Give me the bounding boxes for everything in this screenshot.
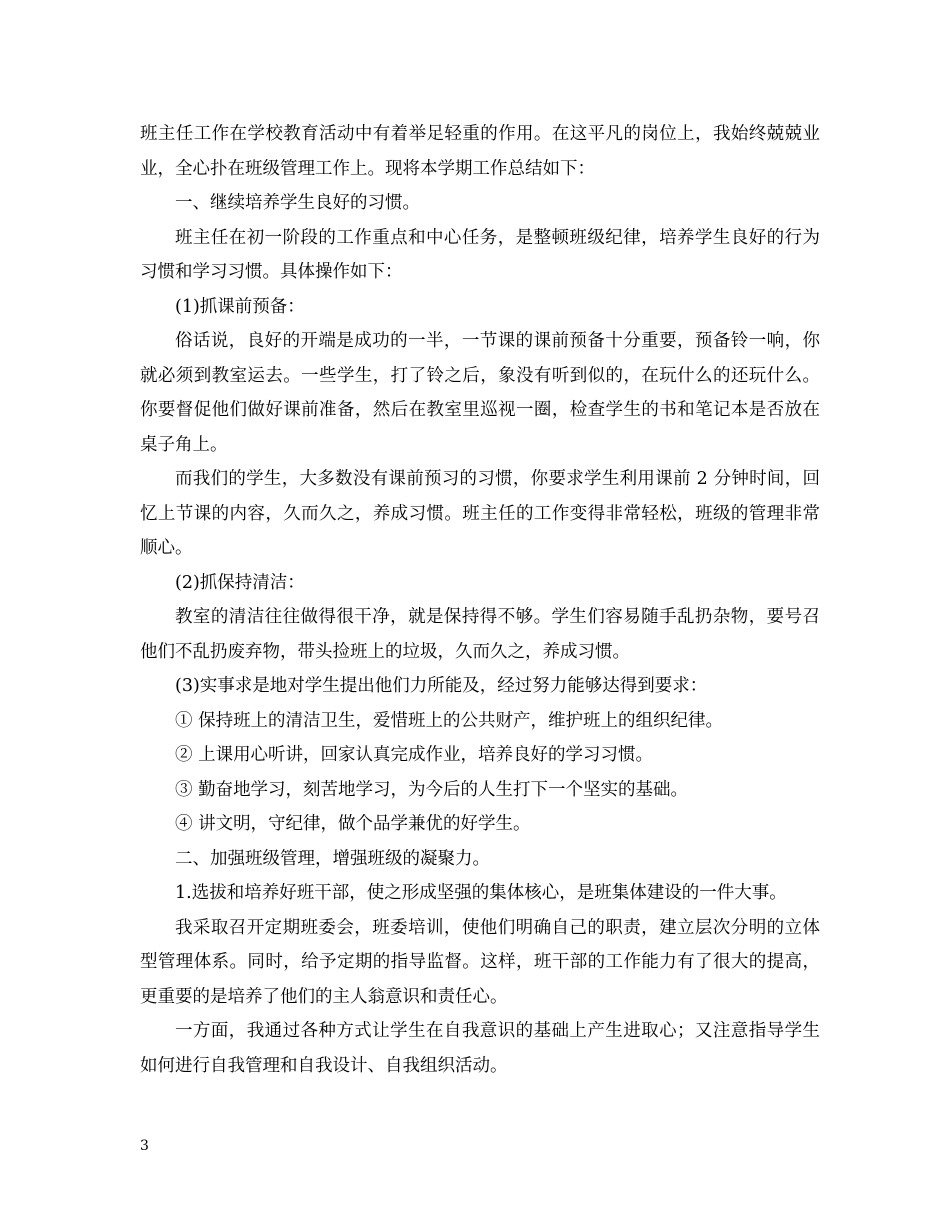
paragraph-self-management: 一方面，我通过各种方式让学生在自我意识的基础上产生进取心；又注意指导学生如何进行自我管理和自我设计、自我组织活动。 xyxy=(140,1021,820,1076)
section-heading-habits: 一、继续培养学生良好的习惯。 xyxy=(175,193,420,213)
paragraph-intro: 班主任工作在学校教育活动中有着举足轻重的作用。在这平凡的岗位上，我始终兢兢业业，全心扑在班级管理工作上。现将本学期工作总结如下： xyxy=(140,124,820,179)
section-heading-management: 二、加强班级管理，增强班级的凝聚力。 xyxy=(175,848,490,869)
list-item: ③ 勤奋地学习，刻苦地学习，为今后的人生打下一个坚实的基础。 xyxy=(175,779,689,800)
subheading-pre-class: (1)抓课前预备： xyxy=(175,296,305,317)
paragraph-class-committee: 我采取召开定期班委会，班委培训，使他们明确自己的职责，建立层次分明的立体型管理体系。同时，给予定期的指导监督。这样，班干部的工作能力有了很大的提高，更重要的是培养了他们的主人翁意识和责任心。 xyxy=(140,917,820,1007)
subheading-class-cadres: 1.选拔和培养好班干部，使之形成坚强的集体核心，是班集体建设的一件大事。 xyxy=(175,883,787,903)
subheading-requirements: (3)实事求是地对学生提出他们力所能及，经过努力能够达得到要求： xyxy=(175,676,708,696)
list-item: ④ 讲文明，守纪律，做个品学兼优的好学生。 xyxy=(175,814,531,834)
document-body xyxy=(140,117,820,1083)
list-item: ② 上课用心听讲，回家认真完成作业，培养良好的学习习惯。 xyxy=(175,745,654,765)
subheading-cleanliness: (2)抓保持清洁： xyxy=(175,572,305,593)
paragraph-pre-class: 俗话说，良好的开端是成功的一半，一节课的课前预备十分重要，预备铃一响，你就必须到教室运去。一些学生，打了铃之后，象没有听到似的，在玩什么的还玩什么。你要督促他们做好课前准备，然后在教室里巡视一圈，检查学生的书和笔记本是否放在桌子角上。 xyxy=(140,331,820,455)
list-item: ① 保持班上的清洁卫生，爱惜班上的公共财产，维护班上的组织纪律。 xyxy=(175,710,724,731)
page-number: 3 xyxy=(140,1138,149,1154)
paragraph-focus: 班主任在初一阶段的工作重点和中心任务，是整顿班级纪律，培养学生良好的行为习惯和学习习惯。具体操作如下： xyxy=(140,227,820,282)
paragraph-cleanliness: 教室的清洁往往做得很干净，就是保持得不够。学生们容易随手乱扔杂物，要号召他们不乱扔废弃物，带头捡班上的垃圾，久而久之，养成习惯。 xyxy=(140,607,820,662)
paragraph-preview-habit: 而我们的学生，大多数没有课前预习的习惯，你要求学生利用课前 2 分钟时间，回忆上节课的内容，久而久之，养成习惯。班主任的工作变得非常轻松，班级的管理非常顺心。 xyxy=(140,469,820,558)
